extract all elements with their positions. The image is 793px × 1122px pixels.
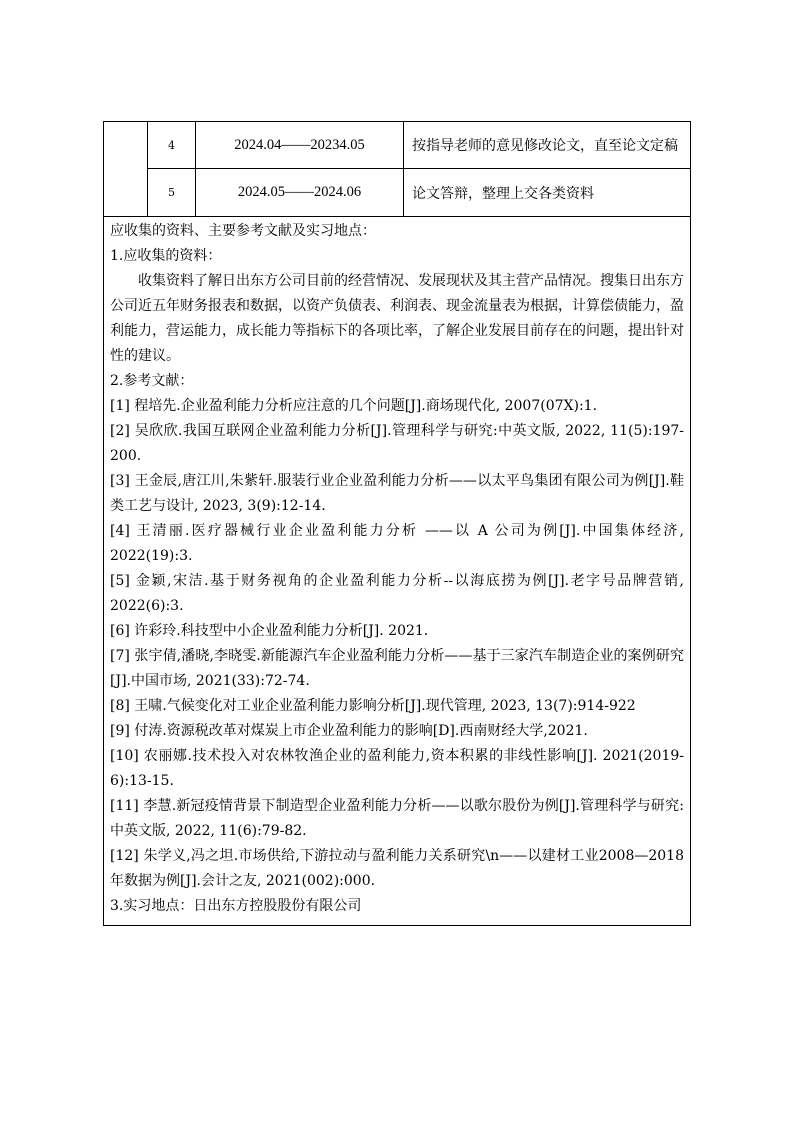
- internship-location: 3.实习地点：日出东方控股股份有限公司: [110, 898, 362, 914]
- schedule-task: 论文答辩，整理上交各类资料: [412, 185, 594, 202]
- schedule-number: 5: [148, 169, 196, 216]
- reference-item: [6] 许彩玲.科技型中小企业盈利能力分析[J]. 2021.: [110, 623, 429, 639]
- plan-table: [103, 121, 691, 926]
- reference-item: [10] 农丽娜.技术投入对农林牧渔企业的盈利能力,资本积累的非线性影响[J]. 2021(2019-6):13-15.: [110, 748, 684, 789]
- reference-item: [3] 王金辰,唐江川,朱紫轩.服装行业企业盈利能力分析——以太平鸟集团有限公司为例[J].鞋类工艺与设计, 2023, 3(9):12-14.: [110, 473, 684, 514]
- reference-item: [1] 程培先.企业盈利能力分析应注意的几个问题[J].商场现代化, 2007(07X):1.: [110, 398, 598, 414]
- schedule-section: [104, 122, 690, 217]
- materials-heading: 1.应收集的资料：: [110, 248, 222, 264]
- schedule-period: 2024.05——2024.06: [196, 169, 404, 216]
- reference-item: [8] 王啸.气候变化对工业企业盈利能力影响分析[J].现代管理, 2023, 13(7):914-922: [110, 698, 636, 714]
- schedule-stage-cell: [104, 122, 148, 216]
- reference-item: [11] 李慧.新冠疫情背景下制造型企业盈利能力分析——以歌尔股份为例[J].管理科学与研究:中英文版, 2022, 11(6):79-82.: [110, 798, 684, 839]
- materials-section: [104, 217, 690, 925]
- reference-item: [9] 付涛.资源税改革对煤炭上市企业盈利能力的影响[D].西南财经大学,2021.: [110, 723, 588, 739]
- schedule-number: 4: [148, 122, 196, 168]
- reference-item: [2] 吴欣欣.我国互联网企业盈利能力分析[J].管理科学与研究:中英文版, 2022, 11(5):197-200.: [110, 423, 684, 464]
- materials-paragraph: 收集资料了解日出东方公司目前的经营情况、发展现状及其主营产品情况。搜集日出东方公司近五年财务报表和数据，以资产负债表、利润表、现金流量表为根据，计算偿债能力，盈利能力，营运能力，成长能力等指标下的各项比率，了解企业发展目前存在的问题，提出针对性的建议。: [110, 273, 684, 364]
- reference-item: [5] 金颖,宋洁.基于财务视角的企业盈利能力分析--以海底捞为例[J].老字号品牌营销, 2022(6):3.: [110, 573, 684, 614]
- section-title: 应收集的资料、主要参考文献及实习地点：: [110, 223, 376, 239]
- references-heading: 2.参考文献：: [110, 373, 194, 389]
- schedule-task: 按指导老师的意见修改论文，直至论文定稿: [412, 138, 678, 154]
- reference-item: [7] 张宇倩,潘晓,李晓雯.新能源汽车企业盈利能力分析——基于三家汽车制造企业的案例研究[J].中国市场, 2021(33):72-74.: [110, 648, 684, 689]
- reference-item: [4] 王清丽.医疗器械行业企业盈利能力分析 ——以 A 公司为例[J].中国集体经济, 2022(19):3.: [110, 523, 684, 564]
- schedule-row: [148, 122, 690, 169]
- schedule-period: 2024.04——20234.05: [196, 122, 404, 168]
- reference-item: [12] 朱学义,冯之坦.市场供给,下游拉动与盈利能力关系研究\n——以建材工业2008—2018 年数据为例[J].会计之友, 2021(002):000.: [110, 848, 684, 889]
- schedule-row: [148, 169, 690, 216]
